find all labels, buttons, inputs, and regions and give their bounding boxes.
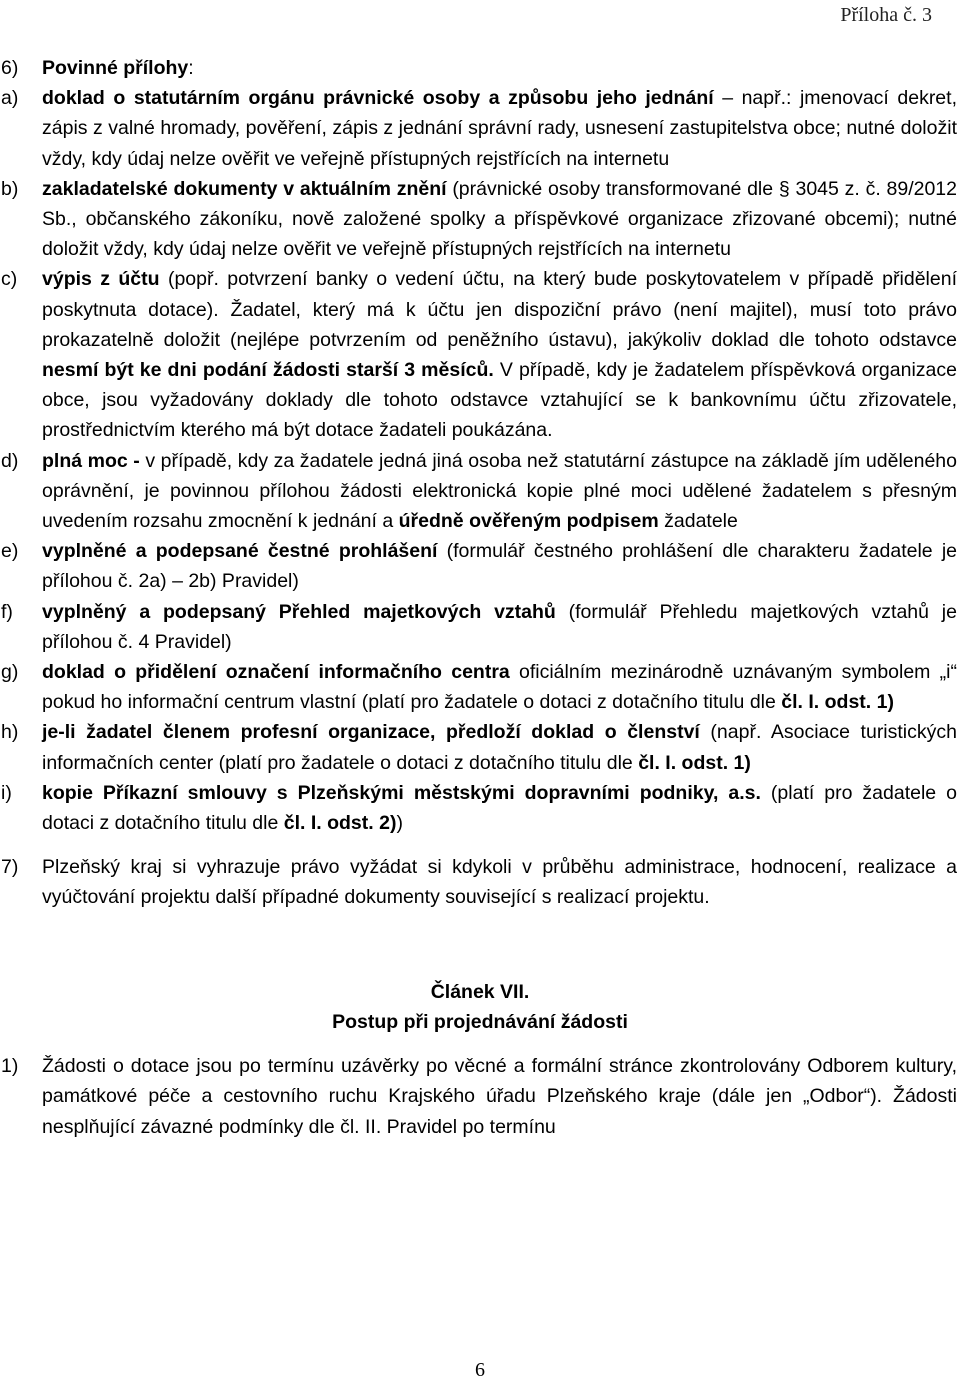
- section-number: 7): [1, 856, 19, 879]
- document-body: [0, 53, 960, 1142]
- section-number: 6): [1, 57, 19, 79]
- list-item-b: b) zakladatelské dokumenty v aktuálním znění (právnické osoby transformované dle § 3045 z. č. 89/2012 Sb., občanského zákoníku, nově založené spolky a příspěvkové organizace zřizované obcemi); nutné doložit vždy, kdy údaj nelze ověřit ve veřejně přístupných rejstřících na internetu: [0, 174, 960, 265]
- section-7-text: Plzeňský kraj si vyhrazuje právo vyžádat si kdykoli v průběhu administrace, hodnocení, realizace a vyúčtování projektu další případné dokumenty související s realizací projektu.: [42, 856, 957, 909]
- list-item-i: i) kopie Příkazní smlouvy s Plzeňskými městskými dopravními podniky, a.s. (platí pro žadatele o dotaci z dotačního titulu dle čl. I. odst. 2)): [0, 778, 960, 838]
- list-marker: g): [1, 661, 19, 684]
- list-item-f: f) vyplněný a podepsaný Přehled majetkových vztahů (formulář Přehledu majetkových vztahů je přílohou č. 4 Pravidel): [0, 597, 960, 657]
- list-marker: i): [1, 781, 12, 804]
- list-marker: d): [1, 449, 19, 472]
- list-item-h: h) je-li žadatel členem profesní organizace, předloží doklad o členství (např. Asociace turistických informačních center (platí pro žadatele o dotaci z dotačního titulu dle čl. I. odst. 1): [0, 717, 960, 777]
- list-marker: a): [1, 87, 19, 110]
- list-item-g: g) doklad o přidělení označení informačního centra oficiálním mezinárodně uznávaným symbolem „i“ pokud ho informační centrum vlastní (platí pro žadatele o dotaci z dotačního titulu dle čl. I. odst. 1): [0, 657, 960, 717]
- article-title: Postup při projednávání žádosti: [332, 1010, 628, 1033]
- article-heading: [0, 977, 960, 1037]
- section-title: Povinné přílohy: [42, 57, 189, 79]
- page-number: 6: [475, 1359, 485, 1381]
- list-item-d: d) plná moc - v případě, kdy za žadatele jedná jiná osoba než statutární zástupce na základě jím uděleného oprávnění, je povinnou přílohou žádosti elektronická kopie plné moci udělené žadatelem s přesným uvedením rozsahu zmocnění k jednání a úředně ověřeným podpisem žadatele: [0, 446, 960, 537]
- list-marker: e): [1, 540, 19, 563]
- section-6-heading: 6) Povinné přílohy:: [0, 53, 960, 83]
- list-marker: h): [1, 721, 19, 744]
- list-marker: f): [1, 600, 13, 623]
- article-number: Článek VII.: [430, 980, 530, 1003]
- list-item-e: e) vyplněné a podepsané čestné prohlášení (formulář čestného prohlášení dle charakteru žadatele je přílohou č. 2a) – 2b) Pravidel): [0, 536, 960, 596]
- list-marker: b): [1, 177, 19, 200]
- paragraph-number: 1): [1, 1055, 19, 1078]
- section-7: [0, 852, 960, 912]
- attachment-label: Příloha č. 3: [840, 4, 932, 26]
- list-marker: c): [1, 268, 18, 291]
- paragraph-text: Žádosti o dotace jsou po termínu uzávěrky po věcné a formální stránce zkontrolovány Odborem kultury, památkové péče a cestovního ruchu Krajského úřadu Plzeňského kraje (dále jen „Odbor“). Žádosti nesplňující závazné podmínky dle čl. II. Pravidel po termínu: [42, 1055, 957, 1138]
- article-paragraph-1: [0, 1051, 960, 1142]
- list-item-a: a) doklad o statutárním orgánu právnické osoby a způsobu jeho jednání – např.: jmenovací dekret, zápis z valné hromady, pověření, zápis z jednání správní rady, usnesení zastupitelstva obce; nutné doložit vždy, kdy údaj nelze ověřit ve veřejně přístupných rejstřících na internetu: [0, 83, 960, 174]
- list-item-c: c) výpis z účtu (popř. potvrzení banky o vedení účtu, na který bude poskytovatelem v případě přidělení poskytnuta dotace). Žadatel, který má k účtu jen dispoziční právo (není majitel), musí toto právo prokazatelně doložit (nejlépe potvrzením od peněžního ústavu), jakýkoliv doklad dle tohoto odstavce nesmí být ke dni podání žádosti starší 3 měsíců. V případě, kdy je žadatelem příspěvková organizace obce, jsou vyžadovány doklady dle tohoto odstavce vztahující se k bankovnímu účtu zřizovatele, prostřednictvím kterého má být dotace žadateli poukázána.: [0, 264, 960, 445]
